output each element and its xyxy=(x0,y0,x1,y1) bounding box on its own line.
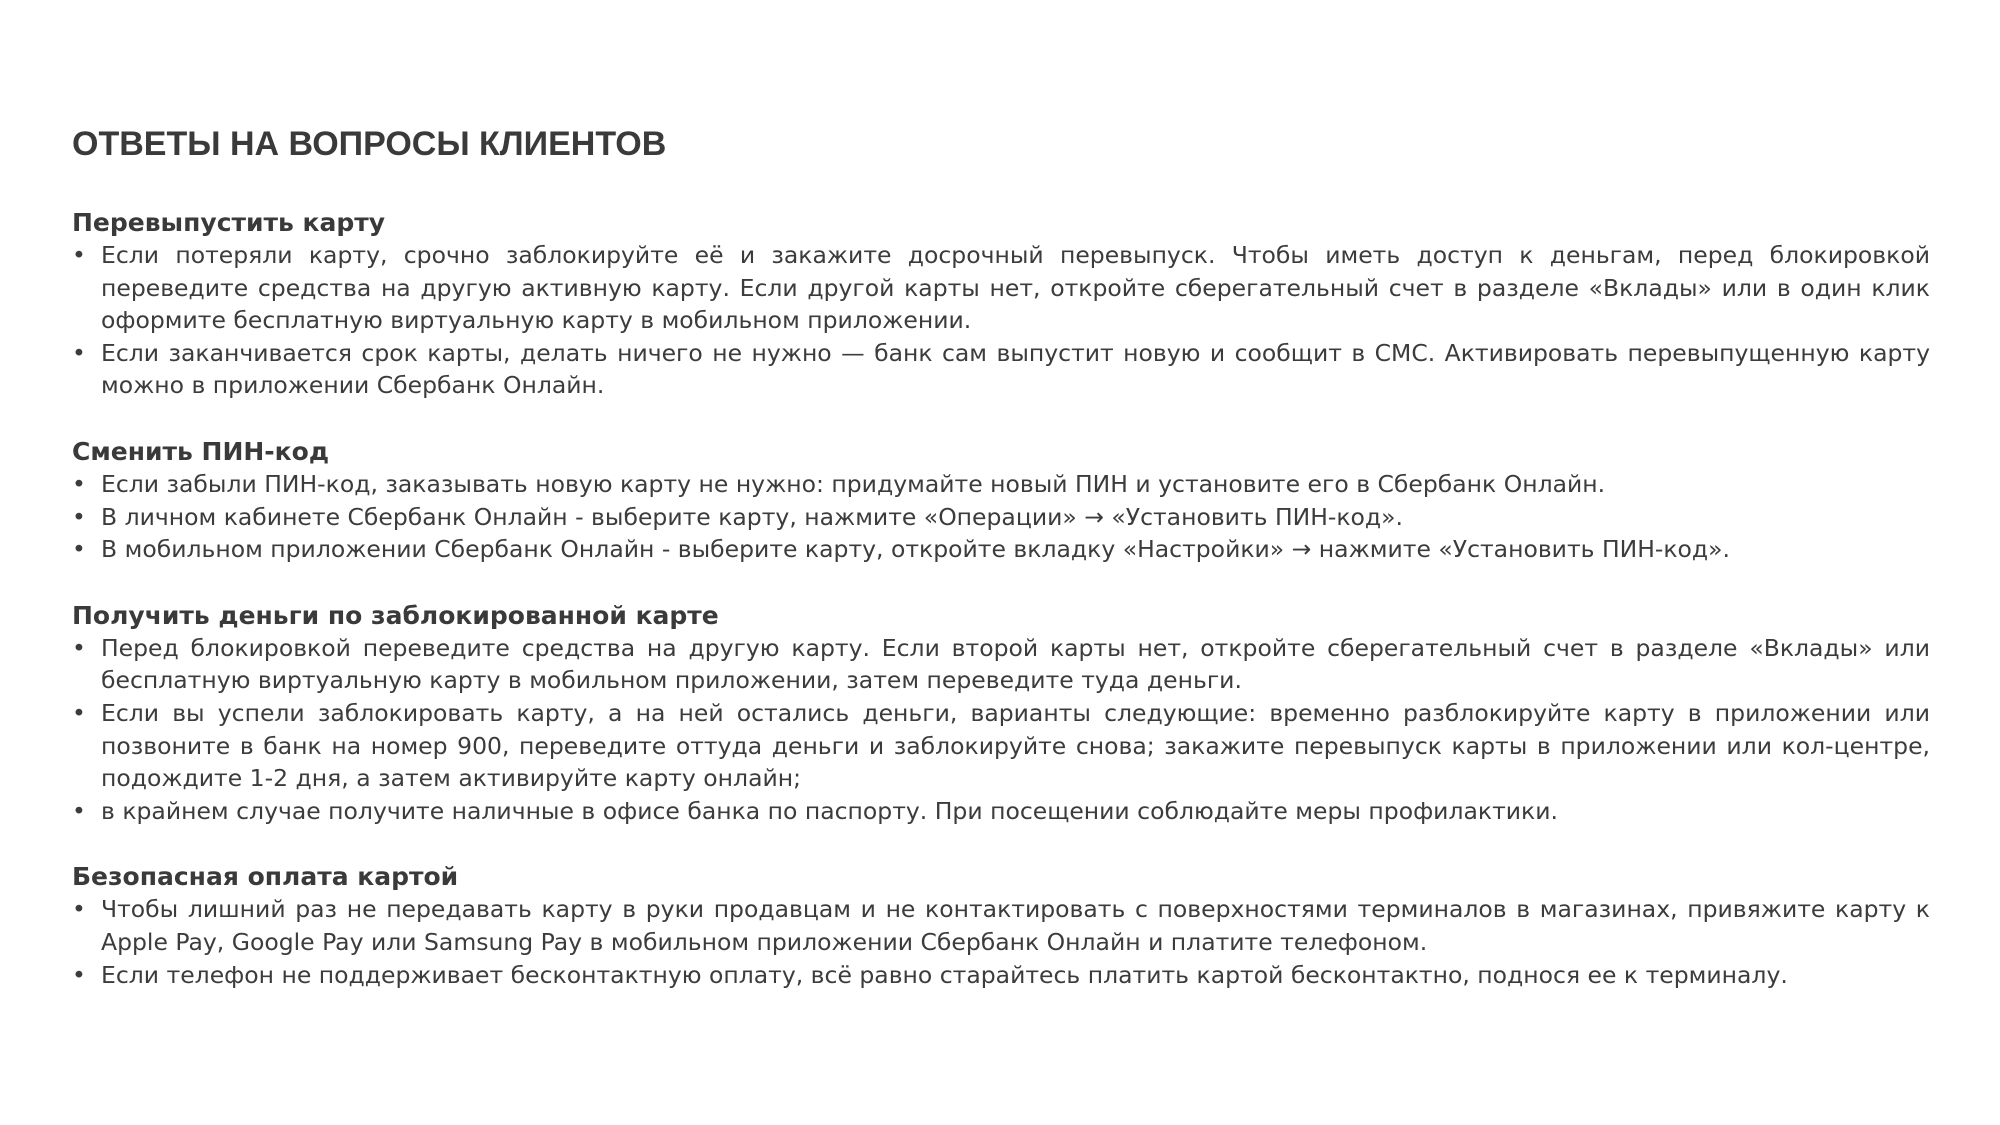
list-item xyxy=(72,959,1930,992)
section-reissue-card xyxy=(72,206,1930,402)
section-heading: Сменить ПИН-код xyxy=(72,436,330,466)
list-item-text: В мобильном приложении Сбербанк Онлайн - выберите карту, откройте вкладку «Настройки» → нажмите «Установить ПИН-код». xyxy=(101,535,1731,564)
bullet-icon: • xyxy=(72,502,86,531)
bullet-icon: • xyxy=(72,960,86,989)
list-item-text: Если вы успели заблокировать карту, а на ней остались деньги, варианты следующие: временно разблокируйте карту в приложении или позвоните в банк на номер 900, переведите оттуда деньги и заблокируйте снова; закажите перевыпуск карты в приложении или кол-центре, подождите 1-2 дня, а затем активируйте карту онлайн; xyxy=(101,698,1930,793)
list-item-text: Если телефон не поддерживает бесконтактную оплату, всё равно старайтесь платить картой бесконтактно, поднося ее к терминалу. xyxy=(101,960,1788,989)
faq-slide xyxy=(72,122,1930,1024)
list-item xyxy=(72,893,1930,958)
section-heading: Перевыпустить карту xyxy=(72,208,386,237)
list-item xyxy=(72,239,1930,337)
list-item xyxy=(72,468,1930,501)
bullet-list xyxy=(72,632,1930,828)
list-item-text: Если заканчивается срок карты, делать ничего не нужно — банк сам выпустит новую и сообщит в СМС. Активировать перевыпущенную карту можно в приложении Сбербанк Онлайн. xyxy=(101,338,1930,400)
bullet-icon: • xyxy=(72,535,86,564)
section-heading: Безопасная оплата картой xyxy=(72,862,459,892)
list-item xyxy=(72,697,1930,795)
bullet-icon: • xyxy=(72,469,86,498)
bullet-icon: • xyxy=(72,796,86,825)
section-change-pin xyxy=(72,435,1930,566)
section-safe-payment xyxy=(72,860,1930,991)
list-item-text: Если потеряли карту, срочно заблокируйте её и закажите досрочный перевыпуск. Чтобы иметь доступ к деньгам, перед блокировкой переведите средства на другую активную карту. Если другой карты нет, откройте сберегательный счет в разделе «Вклады» или в один клик оформите бесплатную виртуальную карту в мобильном приложении. xyxy=(101,241,1930,335)
section-blocked-card-money xyxy=(72,599,1930,828)
list-item xyxy=(72,337,1930,402)
list-item-text: Перед блокировкой переведите средства на другую карту. Если второй карты нет, откройте сберегательный счет в разделе «Вклады» или бесплатную виртуальную карту в мобильном приложении, затем переведите туда деньги. xyxy=(101,633,1930,695)
list-item-text: в крайнем случае получите наличные в офисе банка по паспорту. При посещении соблюдайте меры профилактики. xyxy=(101,796,1558,825)
bullet-list xyxy=(72,239,1930,402)
list-item xyxy=(72,795,1930,828)
list-item xyxy=(72,533,1930,566)
list-item xyxy=(72,501,1930,534)
bullet-icon: • xyxy=(72,338,86,367)
list-item-text: В личном кабинете Сбербанк Онлайн - выберите карту, нажмите «Операции» → «Установить ПИН-код». xyxy=(101,502,1404,531)
list-item xyxy=(72,632,1930,697)
bullet-icon: • xyxy=(72,241,86,269)
page-title: ОТВЕТЫ НА ВОПРОСЫ КЛИЕНТОВ xyxy=(72,125,667,163)
bullet-icon: • xyxy=(72,698,86,727)
bullet-icon: • xyxy=(72,895,86,924)
bullet-list xyxy=(72,468,1930,566)
section-heading: Получить деньги по заблокированной карте xyxy=(72,600,719,630)
bullet-list xyxy=(72,893,1930,991)
list-item-text: Чтобы лишний раз не передавать карту в руки продавцам и не контактировать с поверхностями терминалов в магазинах, привяжите карту к Apple Pay, Google Pay или Samsung Pay в мобильном приложении Сбербанк Онлайн и платите телефоном. xyxy=(101,895,1930,956)
bullet-icon: • xyxy=(72,633,86,662)
list-item-text: Если забыли ПИН-код, заказывать новую карту не нужно: придумайте новый ПИН и установите его в Сбербанк Онлайн. xyxy=(101,469,1606,498)
